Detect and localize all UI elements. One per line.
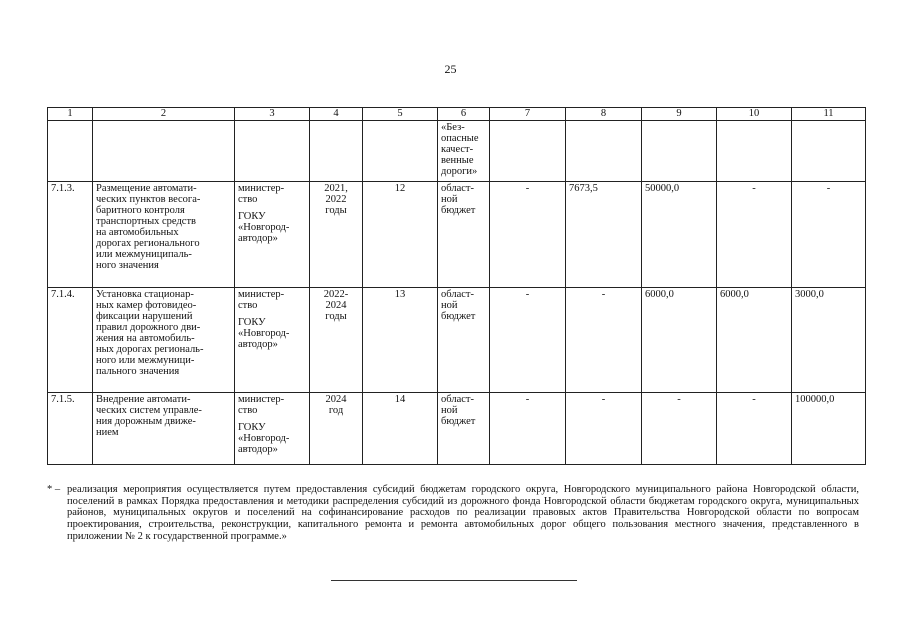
period: 2024 год xyxy=(310,393,363,465)
table-row xyxy=(48,393,866,465)
period: 2021, 2022 годы xyxy=(310,182,363,288)
value-cell: 3000,0 xyxy=(792,288,866,393)
column-number: 9 xyxy=(642,108,717,121)
measure-name: Установка стационар- ных камер фотовидео- фиксации нарушений правил дорожного дви- жения на автомобиль- ных дорогах региональ- ного или межмуници- пального значения xyxy=(93,288,235,393)
value-cell: - xyxy=(566,288,642,393)
funding-source: област- ной бюджет xyxy=(438,393,490,465)
continued-row xyxy=(48,121,866,182)
measure-number: 7.1.4. xyxy=(48,288,93,393)
value-cell: 6000,0 xyxy=(717,288,792,393)
measure-number: 7.1.5. xyxy=(48,393,93,465)
funding-note-cell: «Без- опасные качест- венные дороги» xyxy=(438,121,490,182)
column-number: 5 xyxy=(363,108,438,121)
column-number: 1 xyxy=(48,108,93,121)
column-number: 2 xyxy=(93,108,235,121)
value-cell: - xyxy=(642,393,717,465)
funding-source: област- ной бюджет xyxy=(438,288,490,393)
column-number: 6 xyxy=(438,108,490,121)
column-number: 4 xyxy=(310,108,363,121)
footnote-mark: * – xyxy=(47,484,61,495)
table-row xyxy=(48,288,866,393)
column-number: 7 xyxy=(490,108,566,121)
end-divider xyxy=(331,580,577,581)
value-cell: 7673,5 xyxy=(566,182,642,288)
value-cell: - xyxy=(566,393,642,465)
executor: министер- ство ГОКУ «Новгород- автодор» xyxy=(235,288,310,393)
value-cell: 6000,0 xyxy=(642,288,717,393)
measure-name: Размещение автомати- ческих пунктов весога- баритного контроля транспортных средств на автомобильных дорогах регионального или межмуниципаль- ного значения xyxy=(93,182,235,288)
target-indicator: 12 xyxy=(363,182,438,288)
column-number: 8 xyxy=(566,108,642,121)
column-number: 3 xyxy=(235,108,310,121)
value-cell: 50000,0 xyxy=(642,182,717,288)
target-indicator: 13 xyxy=(363,288,438,393)
table-row xyxy=(48,182,866,288)
value-cell: - xyxy=(490,182,566,288)
value-cell: 100000,0 xyxy=(792,393,866,465)
target-indicator: 14 xyxy=(363,393,438,465)
program-measures-table xyxy=(47,107,866,465)
value-cell: - xyxy=(490,288,566,393)
value-cell: - xyxy=(792,182,866,288)
funding-source: област- ной бюджет xyxy=(438,182,490,288)
executor: министер- ство ГОКУ «Новгород- автодор» xyxy=(235,393,310,465)
measure-number: 7.1.3. xyxy=(48,182,93,288)
executor: министер- ство ГОКУ «Новгород- автодор» xyxy=(235,182,310,288)
column-number: 10 xyxy=(717,108,792,121)
page-number: 25 xyxy=(444,62,457,76)
period: 2022- 2024 годы xyxy=(310,288,363,393)
value-cell: - xyxy=(490,393,566,465)
column-number: 11 xyxy=(792,108,866,121)
footnote-text: реализация мероприятия осуществляется путем предоставления субсидий бюджетам городского округа, Новгородского муниципального района Новгородской области, поселений в рамках Порядка предоставления и методики распределения субсидий из дорожного фонда Новгородской области бюджетам городского округа, муниципальных районов, муниципальных округов и поселений на софинансирование расходов по реализации правовых актов Правительства Новгородской области по вопросам проектирования, строительства, реконструкции, капитального ремонта и ремонта автомобильных дорог общего пользования местного значения, представленного в приложении № 2 к государственной программе.» xyxy=(67,484,859,542)
value-cell: - xyxy=(717,393,792,465)
value-cell: - xyxy=(717,182,792,288)
column-number-row xyxy=(48,108,866,121)
footnote xyxy=(47,484,859,543)
measure-name: Внедрение автомати- ческих систем управле- ния дорожным движе- нием xyxy=(93,393,235,465)
